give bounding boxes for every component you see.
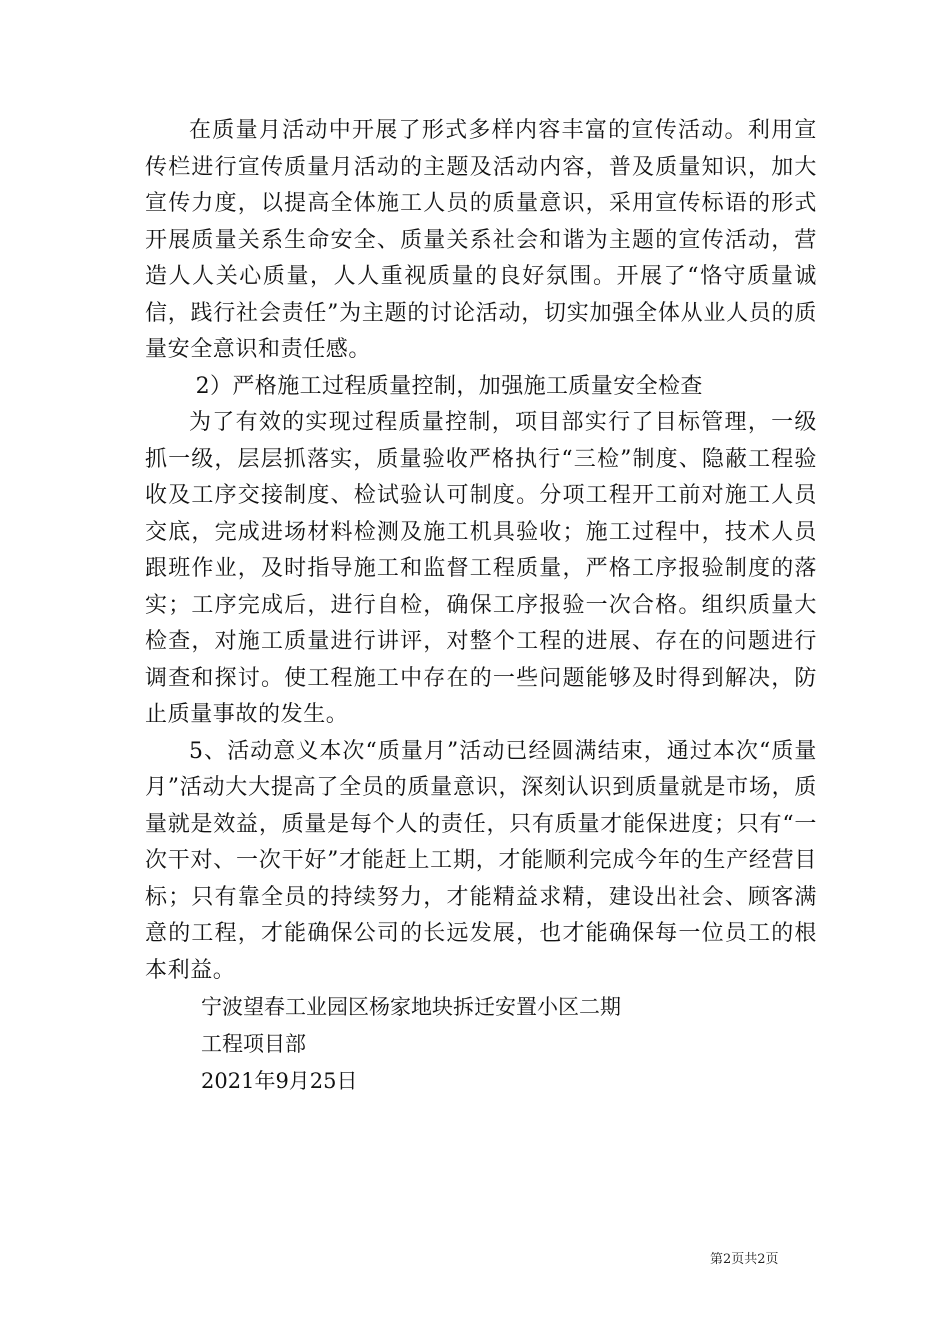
- signature-block: [145, 989, 817, 1100]
- signature-organization: 宁波望春工业园区杨家地块拆迁安置小区二期: [201, 995, 621, 1019]
- paragraph-activity-significance: 5、活动意义本次“质量月”活动已经圆满结束，通过本次“质量月”活动大大提高了全员的质量意识，深刻认识到质量就是市场，质量就是效益，质量是每个人的责任，只有质量才能保进度；只有“一次干对、一次干好”才能赶上工期，才能顺利完成今年的生产经营目标；只有靠全员的持续努力，才能精益求精，建设出社会、顾客满意的工程，才能确保公司的长远发展，也才能确保每一位员工的根本利益。: [145, 738, 817, 983]
- signature-department: 工程项目部: [201, 1032, 306, 1056]
- signature-date: 2021年9月25日: [201, 1069, 358, 1093]
- page-number-footer: 第2页共2页: [710, 1252, 779, 1267]
- paragraph-publicity: 在质量月活动中开展了形式多样内容丰富的宣传活动。利用宣传栏进行宣传质量月活动的主题及活动内容，普及质量知识，加大宣传力度，以提高全体施工人员的质量意识，采用宣传标语的形式开展质量关系生命安全、质量关系社会和谐为主题的宣传活动，营造人人关心质量，人人重视质量的良好氛围。开展了“恪守质量诚信，践行社会责任”为主题的讨论活动，切实加强全体从业人员的质量安全意识和责任感。: [145, 118, 817, 362]
- section-heading-quality-control: 2）严格施工过程质量控制，加强施工质量安全检查: [195, 373, 703, 399]
- paragraph-process-control: 为了有效的实现过程质量控制，项目部实行了目标管理，一级抓一级，层层抓落实，质量验收严格执行“三检”制度、隐蔽工程验收及工序交接制度、检试验认可制度。分项工程开工前对施工人员交底，完成进场材料检测及施工机具验收；施工过程中，技术人员跟班作业，及时指导施工和监督工程质量，严格工序报验制度的落实；工序完成后，进行自检，确保工序报验一次合格。组织质量大检查，对施工质量进行讲评，对整个工程的进展、存在的问题进行调查和探讨。使工程施工中存在的一些问题能够及时得到解决，防止质量事故的发生。: [145, 410, 817, 727]
- document-body: [145, 113, 817, 1100]
